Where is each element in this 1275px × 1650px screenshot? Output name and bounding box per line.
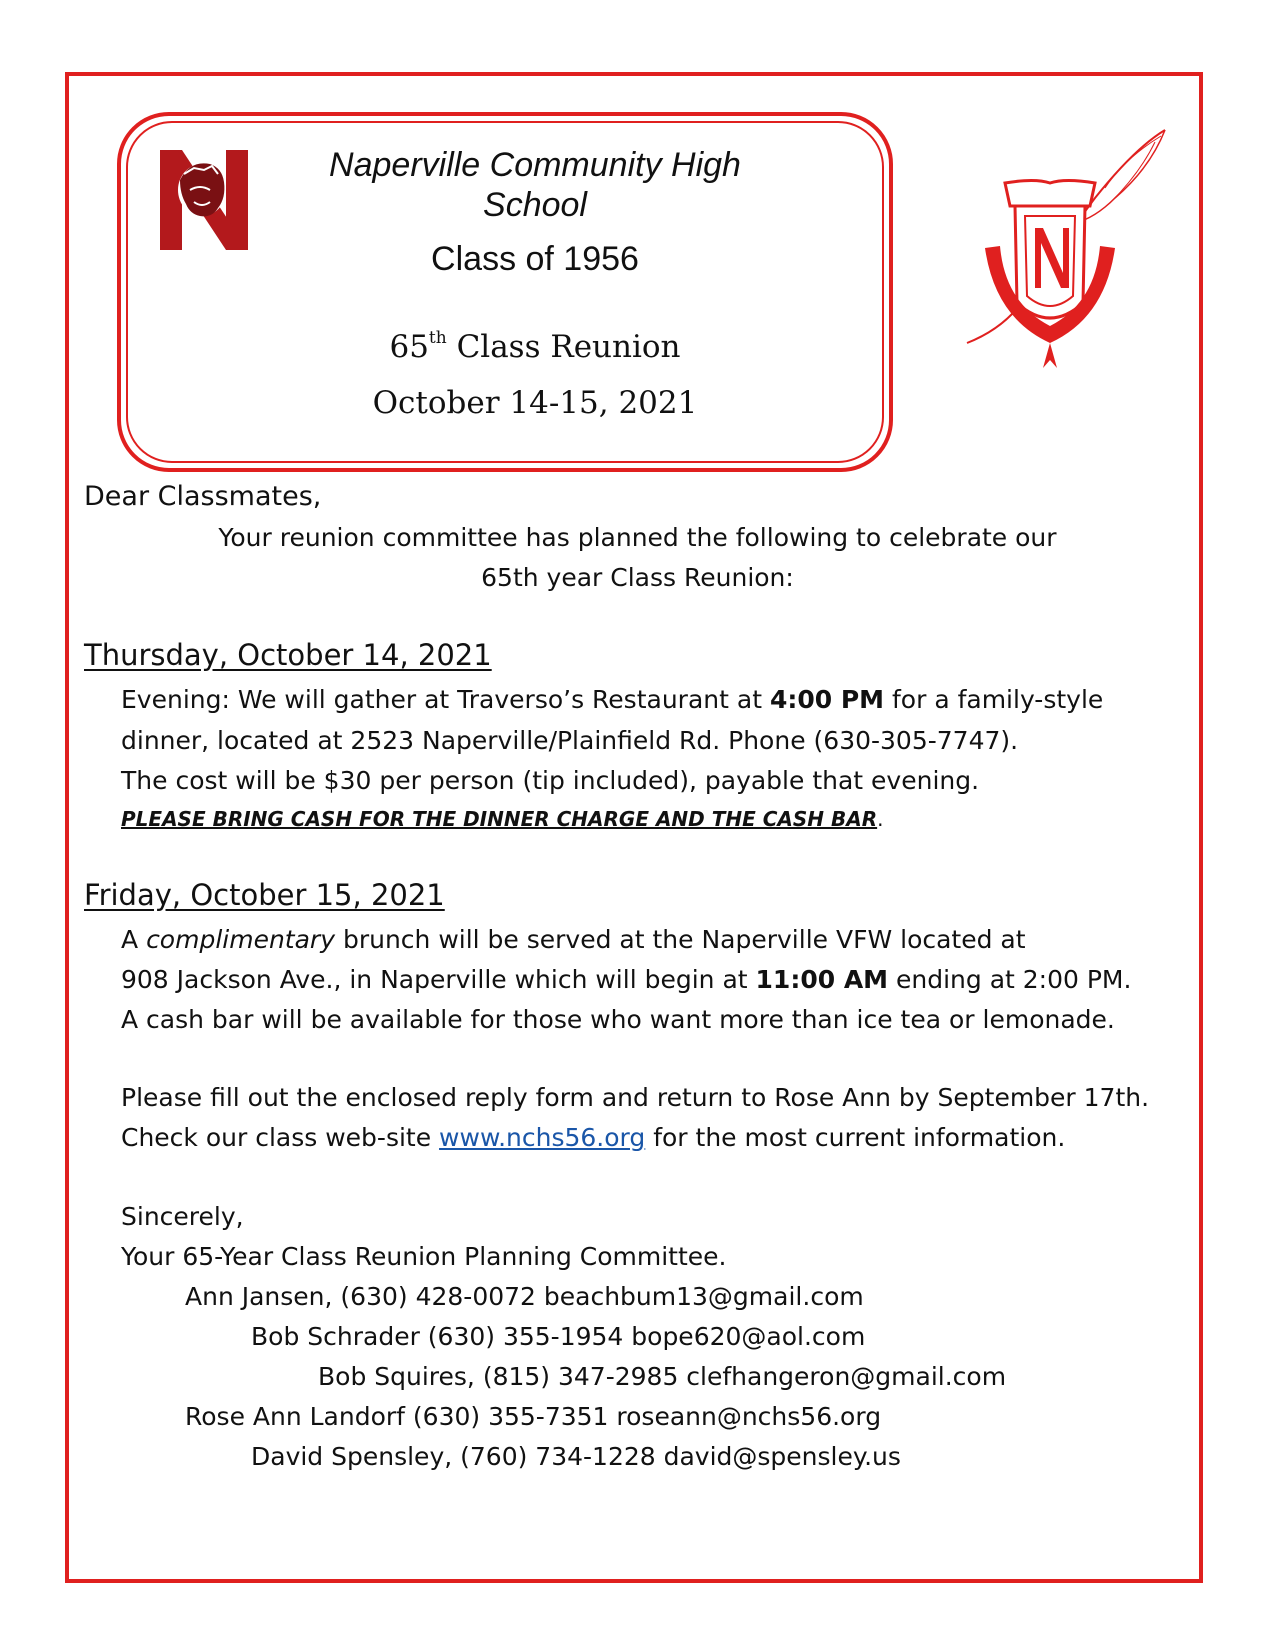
friday-line1-post: brunch will be served at the Naperville VFW located at [335,925,1026,954]
reply-line2 [121,1123,1065,1153]
school-name [300,145,770,225]
committee-signature: Your 65-Year Class Reunion Planning Committee. [121,1242,727,1271]
friday-time: 11:00 AM [755,965,889,994]
reunion-title [300,328,770,365]
friday-line2-post: ending at 2:00 PM. [888,965,1132,994]
thursday-line1 [121,685,1103,715]
cash-warning-end: . [877,807,884,831]
thursday-line1-post: for a family-style [884,685,1104,714]
reply-line2-pre: Check our class web-site [121,1123,440,1152]
school-name-line1: Naperville Community High [329,146,741,184]
school-name-line2: School [483,186,587,224]
naperville-seal-icon [965,128,1183,374]
greeting: Dear Classmates, [84,481,322,512]
reply-line2-post: for the most current information. [645,1123,1066,1152]
school-n-logo-icon [160,150,248,250]
class-website-link[interactable]: www.nchs56.org [439,1123,646,1152]
complimentary-word: complimentary [146,925,335,954]
friday-line1-pre: A [121,925,147,954]
thursday-line3: The cost will be $30 per person (tip included), payable that evening. [121,766,980,795]
committee-member: Bob Schrader (630) 355-1954 bope620@aol.com [251,1322,866,1351]
reunion-label: Class Reunion [456,329,681,365]
class-of: Class of 1956 [431,240,639,278]
reply-line1: Please fill out the enclosed reply form and return to Rose Ann by September 17th. [121,1083,1150,1112]
reunion-dates: October 14-15, 2021 [372,385,698,421]
thursday-heading: Thursday, October 14, 2021 [84,638,492,672]
sincerely: Sincerely, [121,1202,244,1231]
friday-heading: Friday, October 15, 2021 [84,878,445,912]
intro-line2: 65th year Class Reunion: [481,563,794,592]
thursday-line1-pre: Evening: We will gather at Traverso’s Restaurant at [121,685,770,714]
friday-line1 [121,925,1026,955]
friday-line2 [121,965,1131,995]
committee-member: Rose Ann Landorf (630) 355-7351 roseann@nchs56.org [185,1402,882,1431]
committee-member: Bob Squires, (815) 347-2985 clefhangeron@gmail.com [318,1362,1007,1391]
committee-member: Ann Jansen, (630) 428-0072 beachbum13@gmail.com [185,1282,864,1311]
thursday-warning-line [121,804,883,834]
friday-line2-pre: 908 Jackson Ave., in Naperville which will begin at [121,965,756,994]
reunion-suffix: th [428,328,447,348]
committee-member: David Spensley, (760) 734-1228 david@spensley.us [251,1442,901,1471]
friday-line3: A cash bar will be available for those who want more than ice tea or lemonade. [121,1005,1115,1034]
reunion-number: 65 [389,329,429,365]
thursday-time: 4:00 PM [769,685,885,714]
cash-warning: PLEASE BRING CASH FOR THE DINNER CHARGE AND THE CASH BAR [121,807,878,831]
thursday-line2: dinner, located at 2523 Naperville/Plainfield Rd. Phone (630-305-7747). [121,726,1019,755]
intro-line1: Your reunion committee has planned the following to celebrate our [218,523,1057,552]
